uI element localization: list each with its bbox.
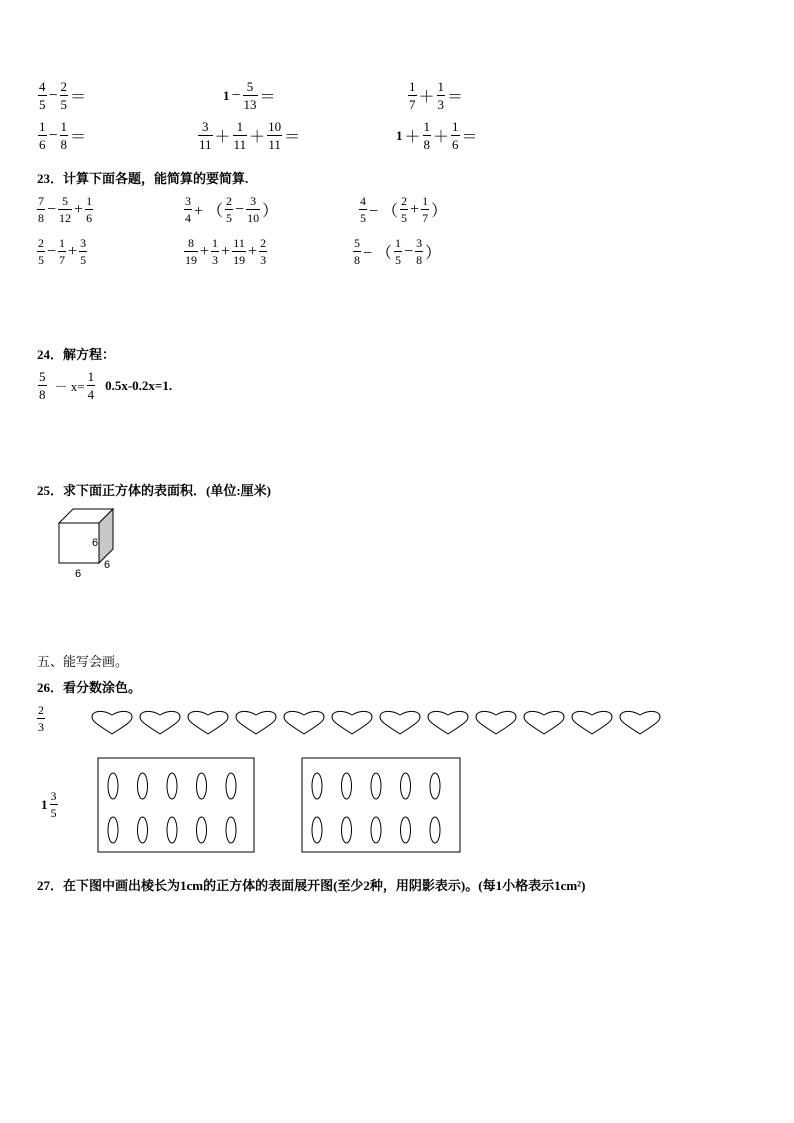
cube-label-bottom: 6 bbox=[75, 568, 82, 580]
heart-shape bbox=[332, 711, 372, 734]
oval-shape bbox=[167, 817, 177, 843]
oval-shape bbox=[138, 817, 148, 843]
q23-expr-6: 5 8 − （ 1 5 − 3 8 ） bbox=[354, 236, 442, 267]
oval-shape bbox=[312, 817, 322, 843]
q22-r1-e3: 1 7 ＋ 1 3 ＝ bbox=[409, 79, 464, 112]
hearts-row bbox=[88, 708, 663, 738]
oval-shape bbox=[401, 773, 411, 799]
cube-label-front: 6 bbox=[92, 537, 99, 549]
q23-expr-2: 3 4 + （ 2 5 − 3 10 ） bbox=[185, 194, 279, 225]
q22-r1-e1: 4 5 − 2 5 ＝ bbox=[39, 79, 87, 112]
q27-heading: 27．在下图中画出棱长为1cm的正方体的表面展开图(至少2种，用阴影表示)。(每1小格表示1cm²) bbox=[37, 878, 586, 893]
oval-shape bbox=[108, 817, 118, 843]
q25-heading: 25．求下面正方体的表面积．(单位:厘米) bbox=[37, 483, 271, 498]
heart-shape bbox=[140, 711, 180, 734]
heart-shape bbox=[92, 711, 132, 734]
q24-heading: 24．解方程： bbox=[37, 347, 116, 362]
oval-box-1 bbox=[97, 757, 255, 853]
q22-r1-e2: 1 − 5 13 ＝ bbox=[223, 79, 276, 112]
section5-heading: 五、能写会画。 bbox=[37, 654, 129, 669]
oval-shape bbox=[226, 773, 236, 799]
q24-equation-1: 5 8 － x= 1 4 0.5x-0.2x=1. bbox=[39, 369, 173, 402]
cube-figure bbox=[55, 505, 135, 583]
oval-shape bbox=[108, 773, 118, 799]
q22-r2-e1: 1 6 − 1 8 ＝ bbox=[39, 119, 87, 152]
oval-shape bbox=[371, 773, 381, 799]
oval-box-2 bbox=[301, 757, 461, 853]
q24-equation-2: 0.5x-0.2x=1. bbox=[105, 377, 173, 393]
heart-shape bbox=[236, 711, 276, 734]
q26-heading: 26．看分数涂色。 bbox=[37, 680, 142, 695]
oval-shape bbox=[167, 773, 177, 799]
heart-shape bbox=[428, 711, 468, 734]
q23-expr-3: 4 5 − （ 2 5 + 1 7 ） bbox=[360, 194, 448, 225]
q23-expr-1: 7 8 − 5 12 + 1 6 bbox=[38, 194, 93, 225]
oval-shape bbox=[197, 817, 207, 843]
heart-shape bbox=[572, 711, 612, 734]
cube-label-side: 6 bbox=[104, 559, 111, 571]
q23-expr-4: 2 5 − 1 7 + 3 5 bbox=[38, 236, 87, 267]
oval-shape bbox=[371, 817, 381, 843]
heart-shape bbox=[380, 711, 420, 734]
q22-r2-e2: 3 11 ＋ 1 11 ＋ 10 11 ＝ bbox=[199, 119, 301, 152]
oval-shape bbox=[138, 773, 148, 799]
heart-shape bbox=[620, 711, 660, 734]
oval-shape bbox=[342, 817, 352, 843]
q23-heading: 23．计算下面各题，能简算的要简算. bbox=[37, 171, 249, 186]
heart-shape bbox=[524, 711, 564, 734]
oval-shape bbox=[312, 773, 322, 799]
oval-shape bbox=[342, 773, 352, 799]
q26-fraction-two-thirds: 2 3 bbox=[38, 703, 44, 734]
oval-shape bbox=[430, 817, 440, 843]
heart-shape bbox=[476, 711, 516, 734]
oval-shape bbox=[430, 773, 440, 799]
q22-r2-e3: 1 ＋ 1 8 ＋ 1 6 ＝ bbox=[396, 119, 478, 152]
q26-mixed-number: 1 3 5 bbox=[41, 789, 57, 820]
q23-expr-5: 8 19 + 1 3 + 11 19 + 2 3 bbox=[185, 236, 267, 267]
heart-shape bbox=[188, 711, 228, 734]
oval-shape bbox=[226, 817, 236, 843]
oval-shape bbox=[401, 817, 411, 843]
heart-shape bbox=[284, 711, 324, 734]
oval-shape bbox=[197, 773, 207, 799]
